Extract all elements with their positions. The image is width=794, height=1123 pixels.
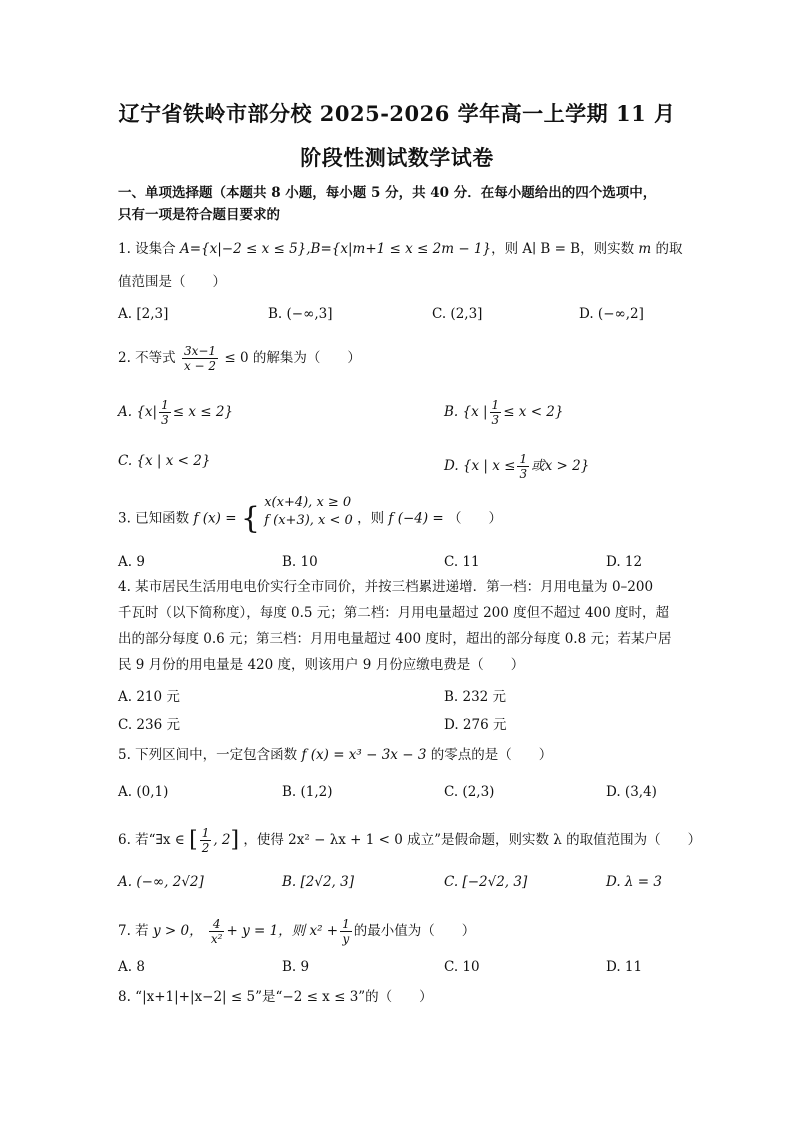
q6-prefix: 6. 若“∃x ∈ bbox=[118, 832, 185, 848]
q2-option-b-num: 1 bbox=[491, 398, 500, 412]
q6-option-d[interactable]: D. λ = 3 bbox=[606, 874, 662, 890]
q2-numerator: 3x−1 bbox=[183, 344, 217, 358]
q5-option-d[interactable]: D. (3,4) bbox=[606, 784, 657, 800]
q3-option-d[interactable]: D. 12 bbox=[606, 554, 643, 570]
question-7 bbox=[118, 917, 475, 946]
q2-option-b-den: 3 bbox=[491, 413, 500, 427]
q2-option-b[interactable] bbox=[444, 398, 563, 427]
q6-bracket-close: ] bbox=[230, 827, 240, 853]
q7-option-b[interactable]: B. 9 bbox=[282, 959, 310, 975]
q2-denominator: x − 2 bbox=[183, 359, 217, 373]
q1-tail: ，则实数 bbox=[580, 241, 635, 257]
q3-option-c[interactable]: C. 11 bbox=[444, 554, 480, 570]
q6-fraction bbox=[200, 826, 212, 855]
q6-option-b[interactable]: B. [2√2, 3] bbox=[282, 874, 354, 890]
q3-brace: { bbox=[240, 501, 260, 536]
q2-option-a-den: 3 bbox=[161, 413, 169, 427]
q3-ask: f (−4) = bbox=[388, 510, 444, 527]
q6-upper-bound: , 2 bbox=[213, 832, 231, 848]
q2-option-d-start: D. {x | x ≤ bbox=[444, 458, 516, 474]
q1-condition: ，则 A∣ B = B bbox=[491, 241, 581, 257]
q7-expression: x² + bbox=[309, 923, 339, 939]
q3-option-a[interactable]: A. 9 bbox=[118, 554, 145, 570]
q2-option-a-fraction bbox=[159, 398, 171, 427]
q3-case-1: x(x+4), x ≥ 0 bbox=[264, 495, 352, 510]
q2-option-b-fraction bbox=[490, 398, 502, 427]
q1-set-b: ,B={x|m+1 ≤ x ≤ 2m − 1} bbox=[306, 241, 492, 257]
q2-option-b-start: B. {x | bbox=[444, 404, 488, 420]
q5-tail: 的零点的是（ ） bbox=[430, 747, 553, 763]
q4-option-d[interactable]: D. 276 元 bbox=[444, 717, 507, 733]
q4-option-a[interactable]: A. 210 元 bbox=[118, 689, 180, 705]
q7-condition-1: y > 0， bbox=[152, 923, 203, 939]
q7-frac2-den: y bbox=[342, 932, 350, 946]
q1-option-c[interactable]: C. (2,3] bbox=[432, 306, 483, 322]
question-1 bbox=[118, 240, 683, 258]
q6-option-a[interactable]: A. (−∞, 2√2] bbox=[118, 874, 204, 890]
q2-fraction bbox=[182, 344, 218, 373]
q5-option-c[interactable]: C. (2,3) bbox=[444, 784, 495, 800]
q4-option-b[interactable]: B. 232 元 bbox=[444, 689, 507, 705]
q7-option-d[interactable]: D. 11 bbox=[606, 959, 643, 975]
question-4-line3: 出的部分每度 0.6 元；第三档：月用电量超过 400 度时，超出的部分每度 0.8 元；若某户居 bbox=[118, 631, 672, 647]
q7-tail: 的最小值为（ ） bbox=[353, 923, 476, 939]
section-heading-line2: 只有一项是符合题目要求的 bbox=[118, 207, 280, 223]
question-3 bbox=[118, 495, 503, 536]
q6-tail: ，使得 2x² − λx + 1 < 0 成立”是假命题，则实数 λ 的取值范围为（ ） bbox=[243, 832, 702, 848]
q3-case-2: f (x+3), x < 0 bbox=[264, 513, 353, 528]
q3-function: f (x) = bbox=[193, 510, 237, 527]
q7-frac2-num: 1 bbox=[342, 917, 350, 931]
question-1-line2: 值范围是（ ） bbox=[118, 274, 226, 290]
q2-tail: ≤ 0 的解集为（ ） bbox=[224, 350, 361, 366]
exam-title-line1: 辽宁省铁岭市部分校 2025-2026 学年高一上学期 11 月 bbox=[118, 101, 676, 126]
question-4-line1: 4. 某市居民生活用电电价实行全市同价，并按三档累进递增．第一档：月用电量为 0–200 bbox=[118, 579, 654, 595]
question-4-line4: 民 9 月份的用电量是 420 度，则该用户 9 月份应缴电费是（ ） bbox=[118, 657, 525, 673]
q3-tail: ，则 bbox=[357, 510, 385, 527]
q6-option-c[interactable]: C. [−2√2, 3] bbox=[444, 874, 528, 890]
q2-option-d-end: 或x > 2} bbox=[531, 458, 590, 474]
q2-option-b-end: ≤ x < 2} bbox=[503, 404, 564, 420]
q7-frac1-den: x² bbox=[210, 932, 223, 946]
q1-option-a[interactable]: A. [2,3] bbox=[118, 306, 169, 322]
q7-condition-2: + y = 1，则 bbox=[226, 923, 306, 939]
q7-fraction-2 bbox=[340, 917, 352, 946]
question-4-line2: 千瓦时（以下简称度），每度 0.5 元；第二档：月用电量超过 200 度但不超过 400 度时，超 bbox=[118, 605, 670, 621]
q1-variable: m bbox=[638, 241, 652, 257]
exam-title-line2: 阶段性测试数学试卷 bbox=[300, 145, 494, 170]
q5-function: f (x) = x³ − 3x − 3 bbox=[301, 747, 427, 763]
question-2 bbox=[118, 344, 361, 373]
q5-option-a[interactable]: A. (0,1) bbox=[118, 784, 169, 800]
q7-fraction-1 bbox=[209, 917, 225, 946]
q3-paren: （ ） bbox=[448, 510, 503, 527]
q2-prefix: 2. 不等式 bbox=[118, 350, 176, 366]
q2-option-a-num: 1 bbox=[161, 398, 169, 412]
q7-prefix: 7. 若 bbox=[118, 923, 149, 939]
q2-option-d-den: 3 bbox=[519, 467, 528, 481]
question-6 bbox=[118, 826, 701, 855]
q2-option-a-end: ≤ x ≤ 2} bbox=[172, 404, 234, 420]
q5-option-b[interactable]: B. (1,2) bbox=[282, 784, 333, 800]
question-8: 8. “|x+1|+|x−2| ≤ 5”是“−2 ≤ x ≤ 3”的（ ） bbox=[118, 989, 433, 1005]
section-heading-line1: 一、单项选择题（本题共 8 小题，每小题 5 分，共 40 分．在每小题给出的四个选项中， bbox=[118, 185, 657, 201]
q2-option-d-fraction bbox=[517, 452, 529, 481]
question-5 bbox=[118, 746, 552, 764]
q6-frac-num: 1 bbox=[201, 826, 210, 840]
q7-option-a[interactable]: A. 8 bbox=[118, 959, 145, 975]
q1-prefix: 1. 设集合 bbox=[118, 241, 176, 257]
q3-option-b[interactable]: B. 10 bbox=[282, 554, 318, 570]
q5-prefix: 5. 下列区间中，一定包含函数 bbox=[118, 747, 298, 763]
q1-option-b[interactable]: B. (−∞,3] bbox=[268, 306, 333, 322]
q2-option-d[interactable] bbox=[444, 452, 589, 481]
q2-option-a[interactable] bbox=[118, 398, 233, 427]
q3-cases bbox=[264, 495, 353, 530]
q3-prefix: 3. 已知函数 bbox=[118, 510, 190, 527]
q4-option-c[interactable]: C. 236 元 bbox=[118, 717, 180, 733]
q1-option-d[interactable]: D. (−∞,2] bbox=[579, 306, 644, 322]
q7-option-c[interactable]: C. 10 bbox=[444, 959, 480, 975]
q6-bracket-open: [ bbox=[189, 827, 198, 853]
q7-frac1-num: 4 bbox=[209, 917, 225, 932]
q6-frac-den: 2 bbox=[201, 841, 210, 855]
q2-option-c[interactable]: C. {x | x < 2} bbox=[118, 453, 211, 469]
q1-set-a: A={x|−2 ≤ x ≤ 5} bbox=[179, 241, 307, 257]
q1-tail2: 的取 bbox=[655, 241, 683, 257]
q2-option-d-num: 1 bbox=[519, 452, 528, 466]
q2-option-a-start: A. {x| bbox=[118, 404, 158, 420]
